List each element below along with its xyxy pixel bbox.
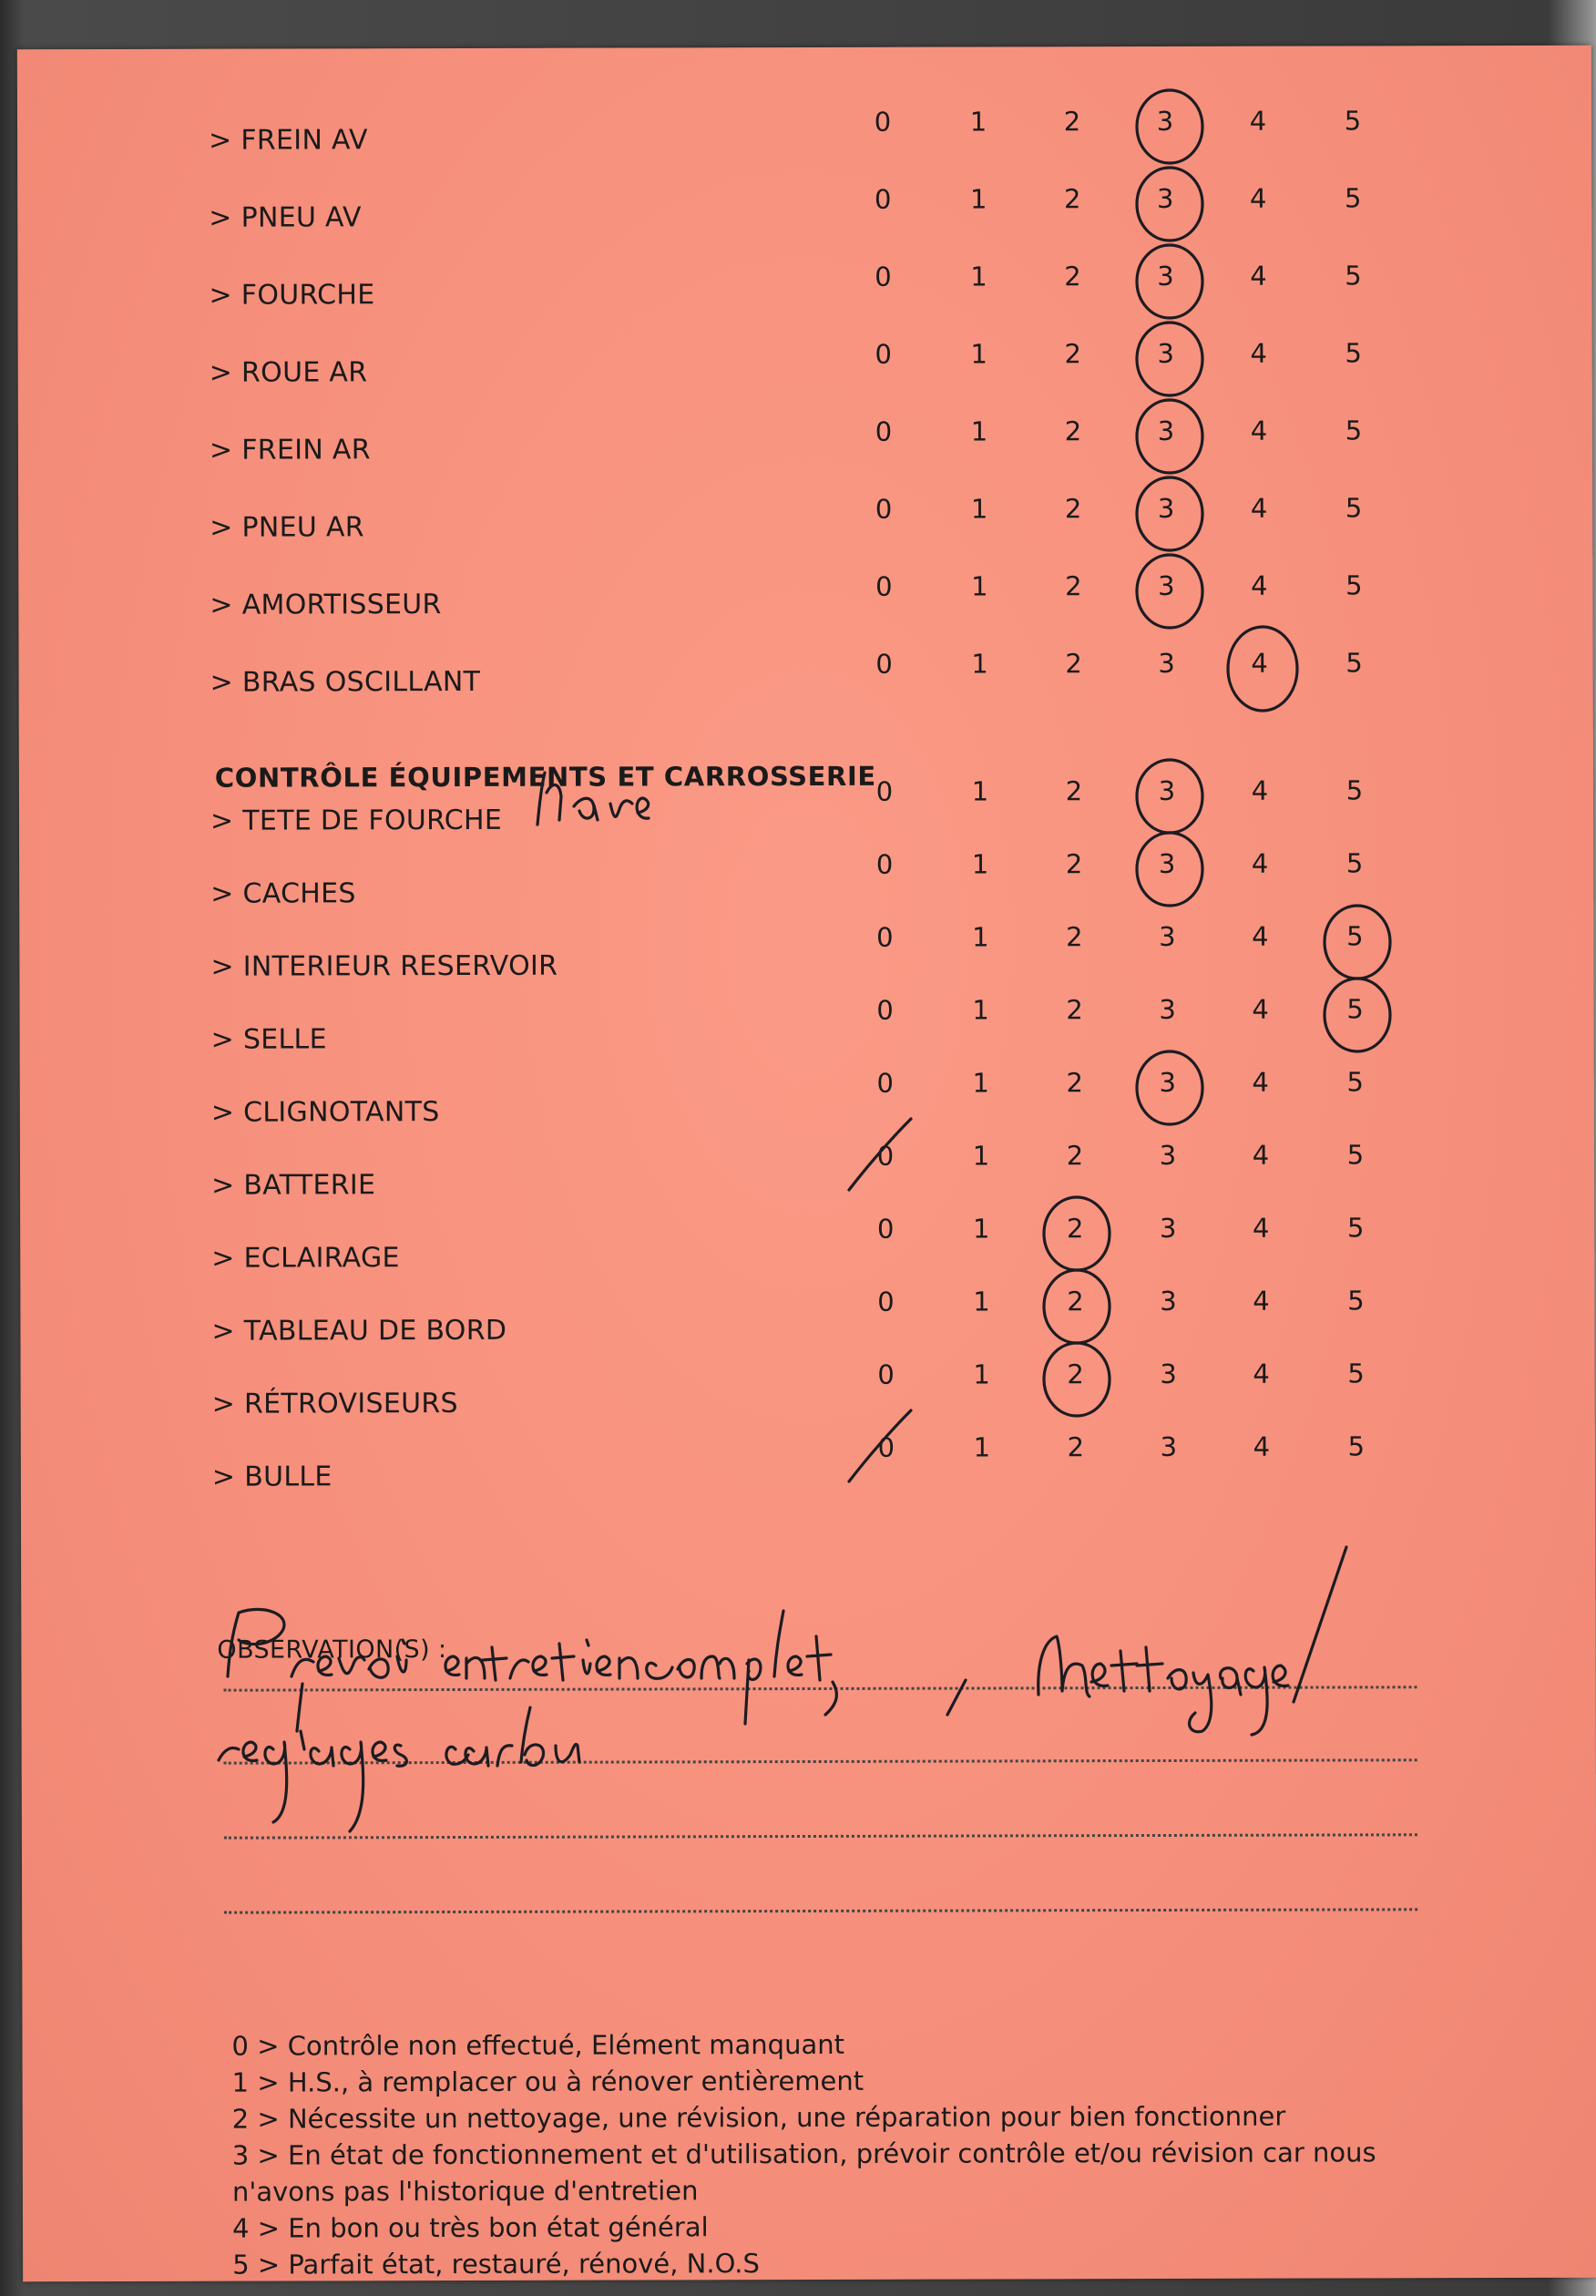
score-option-selle-2: 2 xyxy=(1066,994,1083,1026)
row-label-tete-de-fourche: > TETE DE FOURCHE xyxy=(210,804,503,837)
score-option-interieur-reservoir-4: 4 xyxy=(1252,920,1269,952)
section-title: CONTRÔLE ÉQUIPEMENTS ET CARROSSERIE xyxy=(214,760,876,794)
observations-title: OBSERVATION(S) : xyxy=(217,1635,447,1665)
score-option-tete-de-fourche-2: 2 xyxy=(1065,775,1083,807)
score-option-interieur-reservoir-0: 0 xyxy=(876,921,894,953)
observation-line-3 xyxy=(224,1833,1417,1839)
score-option-bras-oscillant-5: 5 xyxy=(1345,647,1363,679)
score-option-fourche-4: 4 xyxy=(1250,260,1267,292)
score-option-retroviseurs-2: 2 xyxy=(1067,1358,1084,1390)
score-option-caches-1: 1 xyxy=(971,848,989,880)
score-option-amortisseur-4: 4 xyxy=(1251,569,1268,601)
score-option-pneu-ar-3: 3 xyxy=(1157,492,1175,524)
score-option-bras-oscillant-2: 2 xyxy=(1065,648,1082,680)
score-option-clignotants-5: 5 xyxy=(1346,1066,1365,1098)
score-option-pneu-av-2: 2 xyxy=(1063,183,1081,215)
score-option-eclairage-2: 2 xyxy=(1066,1213,1084,1245)
row-label-fourche: > FOURCHE xyxy=(209,279,375,312)
score-option-eclairage-4: 4 xyxy=(1252,1212,1270,1244)
score-option-pneu-av-1: 1 xyxy=(969,183,987,215)
score-option-frein-av-1: 1 xyxy=(969,106,987,138)
score-option-pneu-av-4: 4 xyxy=(1249,182,1267,214)
score-option-tableau-de-bord-4: 4 xyxy=(1253,1285,1270,1317)
score-option-pneu-ar-4: 4 xyxy=(1250,492,1268,524)
row-label-bras-oscillant: > BRAS OSCILLANT xyxy=(210,665,481,699)
score-option-clignotants-1: 1 xyxy=(972,1067,990,1099)
score-option-frein-av-0: 0 xyxy=(874,106,892,138)
row-label-bulle: > BULLE xyxy=(211,1461,332,1493)
score-option-roue-ar-4: 4 xyxy=(1250,337,1267,369)
row-label-caches: > CACHES xyxy=(210,877,356,910)
score-option-pneu-av-0: 0 xyxy=(874,183,892,215)
score-option-bulle-5: 5 xyxy=(1347,1430,1366,1462)
row-label-selle: > SELLE xyxy=(210,1023,327,1056)
score-option-fourche-1: 1 xyxy=(970,261,987,292)
score-option-frein-ar-0: 0 xyxy=(875,415,893,447)
score-option-frein-ar-1: 1 xyxy=(970,415,988,447)
legend-line-1: 1 > H.S., à remplacer ou à rénover entièrement xyxy=(231,2065,864,2098)
row-label-frein-ar: > FREIN AR xyxy=(209,434,371,466)
rating-legend xyxy=(231,2024,1417,2282)
score-option-roue-ar-2: 2 xyxy=(1064,338,1081,370)
score-option-pneu-ar-0: 0 xyxy=(875,493,893,525)
score-option-tableau-de-bord-3: 3 xyxy=(1160,1285,1177,1317)
legend-line-6: 5 > Parfait état, restauré, rénové, N.O.S xyxy=(232,2248,760,2281)
score-option-selle-4: 4 xyxy=(1252,993,1269,1025)
score-option-retroviseurs-4: 4 xyxy=(1253,1358,1270,1389)
score-option-batterie-0: 0 xyxy=(876,1140,895,1172)
score-option-caches-3: 3 xyxy=(1158,847,1176,879)
score-option-tete-de-fourche-1: 1 xyxy=(971,775,989,807)
score-option-bulle-2: 2 xyxy=(1067,1431,1085,1463)
score-option-fourche-0: 0 xyxy=(875,261,892,292)
legend-line-0: 0 > Contrôle non effectué, Elément manquant xyxy=(231,2028,845,2062)
score-option-caches-5: 5 xyxy=(1345,847,1364,879)
score-option-tete-de-fourche-0: 0 xyxy=(875,775,894,807)
row-label-amortisseur: > AMORTISSEUR xyxy=(210,589,442,621)
score-option-tableau-de-bord-1: 1 xyxy=(973,1286,990,1317)
score-option-interieur-reservoir-3: 3 xyxy=(1159,920,1176,952)
score-option-tete-de-fourche-3: 3 xyxy=(1158,774,1176,806)
score-option-amortisseur-0: 0 xyxy=(875,570,893,602)
score-option-interieur-reservoir-2: 2 xyxy=(1066,921,1083,953)
score-option-interieur-reservoir-5: 5 xyxy=(1346,920,1364,952)
score-option-roue-ar-1: 1 xyxy=(970,338,987,370)
score-option-eclairage-0: 0 xyxy=(876,1213,895,1245)
score-option-tableau-de-bord-0: 0 xyxy=(877,1286,895,1317)
row-label-retroviseurs: > RÉTROVISEURS xyxy=(211,1388,458,1420)
score-option-caches-2: 2 xyxy=(1065,848,1083,880)
score-option-frein-av-5: 5 xyxy=(1344,105,1362,137)
legend-line-3: 3 > En état de fonctionnement et d'utilisation, prévoir contrôle et/ou révision car nous xyxy=(231,2137,1376,2171)
row-label-tableau-de-bord: > TABLEAU DE BORD xyxy=(211,1314,507,1348)
score-option-retroviseurs-1: 1 xyxy=(973,1358,990,1390)
score-option-pneu-av-5: 5 xyxy=(1344,182,1362,214)
score-option-frein-av-4: 4 xyxy=(1249,105,1267,137)
score-option-frein-ar-3: 3 xyxy=(1157,415,1175,446)
score-option-clignotants-0: 0 xyxy=(876,1067,895,1099)
score-option-bras-oscillant-4: 4 xyxy=(1251,647,1268,679)
score-option-roue-ar-5: 5 xyxy=(1345,337,1362,369)
score-option-retroviseurs-3: 3 xyxy=(1160,1358,1177,1389)
score-option-bras-oscillant-0: 0 xyxy=(875,648,893,680)
score-option-fourche-2: 2 xyxy=(1064,261,1081,292)
score-option-clignotants-3: 3 xyxy=(1159,1066,1177,1098)
score-option-batterie-4: 4 xyxy=(1252,1139,1270,1171)
observation-line-2 xyxy=(224,1758,1417,1764)
row-label-frein-av: > FREIN AV xyxy=(209,124,368,157)
score-option-batterie-3: 3 xyxy=(1159,1139,1177,1171)
legend-line-4: n'avons pas l'historique d'entretien xyxy=(231,2175,699,2208)
legend-line-5: 4 > En bon ou très bon état général xyxy=(232,2211,709,2244)
row-label-interieur-reservoir: > INTERIEUR RESERVOIR xyxy=(210,949,558,983)
score-option-caches-4: 4 xyxy=(1251,847,1269,879)
score-option-bulle-3: 3 xyxy=(1160,1430,1178,1462)
legend-line-2: 2 > Nécessite un nettoyage, une révision, une réparation pour bien fonctionner xyxy=(231,2100,1286,2135)
score-option-frein-av-2: 2 xyxy=(1063,106,1081,138)
score-option-frein-ar-2: 2 xyxy=(1064,415,1082,447)
score-option-bras-oscillant-3: 3 xyxy=(1158,647,1175,679)
score-option-fourche-5: 5 xyxy=(1345,260,1362,292)
score-option-bras-oscillant-1: 1 xyxy=(971,648,988,680)
observation-line-1 xyxy=(224,1686,1417,1691)
row-label-pneu-av: > PNEU AV xyxy=(209,201,362,234)
score-option-amortisseur-5: 5 xyxy=(1345,569,1363,601)
score-option-frein-ar-4: 4 xyxy=(1250,415,1268,446)
score-option-eclairage-1: 1 xyxy=(972,1213,990,1245)
score-option-tableau-de-bord-5: 5 xyxy=(1347,1285,1365,1317)
score-option-frein-av-3: 3 xyxy=(1156,105,1174,137)
score-option-frein-ar-5: 5 xyxy=(1345,415,1363,446)
score-option-bulle-4: 4 xyxy=(1253,1430,1271,1462)
score-option-pneu-av-3: 3 xyxy=(1156,182,1174,214)
score-option-selle-1: 1 xyxy=(972,994,989,1026)
score-option-eclairage-3: 3 xyxy=(1159,1212,1177,1244)
inspection-sheet xyxy=(17,46,1596,2282)
score-option-amortisseur-2: 2 xyxy=(1065,570,1082,602)
row-label-roue-ar: > ROUE AR xyxy=(209,356,368,389)
score-option-batterie-5: 5 xyxy=(1346,1139,1365,1171)
score-option-batterie-1: 1 xyxy=(972,1140,990,1172)
score-option-eclairage-5: 5 xyxy=(1346,1212,1365,1244)
score-option-retroviseurs-0: 0 xyxy=(877,1358,895,1390)
score-option-pneu-ar-5: 5 xyxy=(1345,492,1363,524)
row-label-clignotants: > CLIGNOTANTS xyxy=(210,1096,440,1129)
score-option-selle-3: 3 xyxy=(1159,993,1176,1025)
row-label-pneu-ar: > PNEU AR xyxy=(210,511,364,544)
score-option-clignotants-2: 2 xyxy=(1066,1067,1084,1099)
score-option-batterie-2: 2 xyxy=(1066,1140,1084,1172)
score-option-selle-5: 5 xyxy=(1346,993,1364,1025)
score-option-roue-ar-0: 0 xyxy=(875,338,892,370)
score-option-pneu-ar-1: 1 xyxy=(970,493,988,525)
row-label-eclairage: > ECLAIRAGE xyxy=(211,1242,400,1275)
score-option-interieur-reservoir-1: 1 xyxy=(972,921,989,953)
score-option-bulle-0: 0 xyxy=(877,1431,895,1463)
observation-line-4 xyxy=(224,1908,1417,1913)
score-option-clignotants-4: 4 xyxy=(1252,1066,1270,1098)
score-option-tete-de-fourche-5: 5 xyxy=(1345,774,1364,806)
score-option-caches-0: 0 xyxy=(875,848,894,880)
score-option-amortisseur-3: 3 xyxy=(1158,569,1175,601)
score-option-amortisseur-1: 1 xyxy=(971,570,988,602)
row-label-batterie: > BATTERIE xyxy=(211,1169,376,1202)
score-option-pneu-ar-2: 2 xyxy=(1064,493,1082,525)
score-option-bulle-1: 1 xyxy=(973,1431,991,1463)
score-option-tete-de-fourche-4: 4 xyxy=(1251,774,1269,806)
score-option-roue-ar-3: 3 xyxy=(1157,337,1174,369)
score-option-selle-0: 0 xyxy=(876,994,894,1026)
score-option-tableau-de-bord-2: 2 xyxy=(1067,1286,1084,1317)
score-option-fourche-3: 3 xyxy=(1157,260,1174,292)
score-option-retroviseurs-5: 5 xyxy=(1347,1358,1365,1389)
